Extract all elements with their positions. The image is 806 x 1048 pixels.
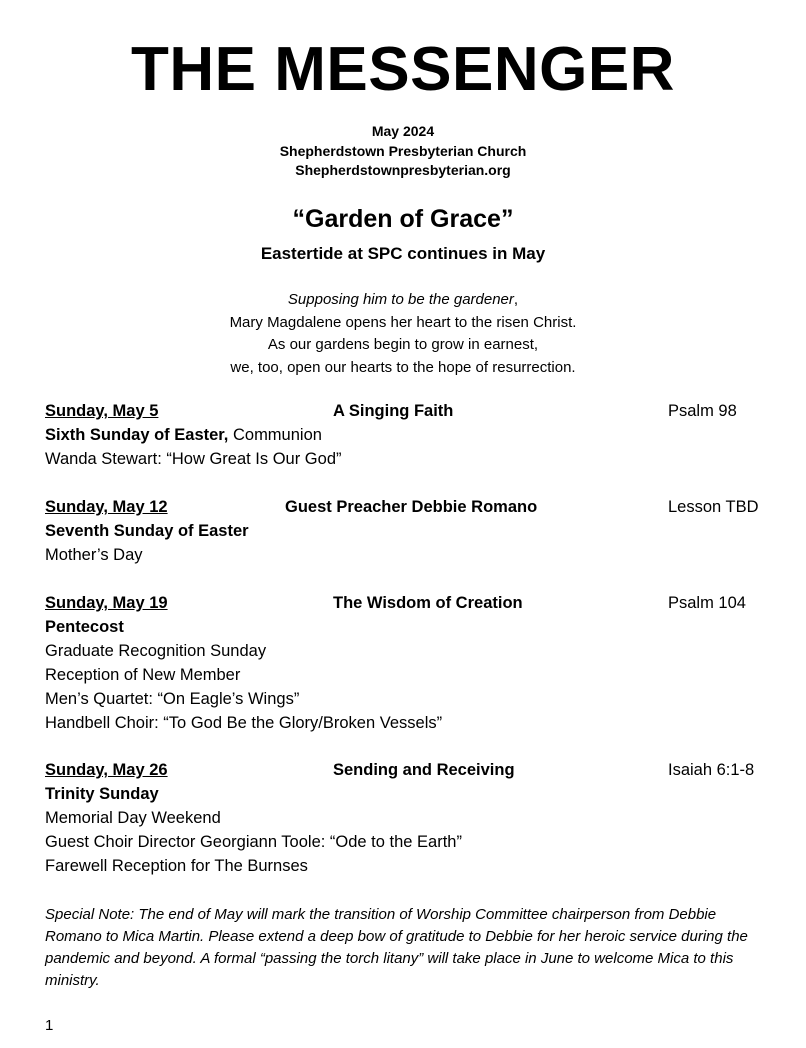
poem-italic-phrase: Supposing him to be the gardener xyxy=(287,291,514,308)
occasion-name: Sixth Sunday of Easter, xyxy=(45,426,229,444)
sermon-title: The Wisdom of Creation xyxy=(333,594,523,612)
service-date: Sunday, May 26 xyxy=(45,761,168,779)
service-detail: Guest Choir Director Georgiann Toole: “Ode to the Earth” xyxy=(45,833,462,851)
service-detail: Men’s Quartet: “On Eagle’s Wings” xyxy=(45,690,300,708)
service-may-5 xyxy=(45,399,785,471)
service-date: Sunday, May 5 xyxy=(45,402,159,420)
service-detail: Handbell Choir: “To God Be the Glory/Broken Vessels” xyxy=(45,714,443,732)
service-header-row xyxy=(45,495,785,519)
service-header-row xyxy=(45,399,785,423)
poem-line-3: As our gardens begin to grow in earnest, xyxy=(267,336,539,353)
service-occasion xyxy=(45,423,785,447)
service-detail: Memorial Day Weekend xyxy=(45,809,221,827)
publication-info xyxy=(0,122,806,181)
service-occasion: Trinity Sunday xyxy=(45,785,159,803)
feature-poem xyxy=(0,289,806,379)
poem-line-1 xyxy=(0,289,806,312)
poem-line-2: Mary Magdalene opens her heart to the risen Christ. xyxy=(229,313,577,331)
service-detail: Reception of New Member xyxy=(45,666,241,684)
service-occasion: Seventh Sunday of Easter xyxy=(45,522,249,540)
poem-comma: , xyxy=(513,291,519,308)
masthead-title: THE MESSENGER xyxy=(131,35,675,104)
service-header-row xyxy=(45,591,785,615)
church-website: Shepherdstownpresbyterian.org xyxy=(295,162,511,178)
service-detail: Farewell Reception for The Burnses xyxy=(45,857,308,875)
service-may-19 xyxy=(45,591,785,735)
poem-line-4: we, too, open our hearts to the hope of resurrection. xyxy=(230,358,576,376)
scripture-reference: Psalm 98 xyxy=(668,402,737,420)
scripture-reference: Psalm 104 xyxy=(668,594,746,612)
service-may-12 xyxy=(45,495,785,567)
sermon-title: Sending and Receiving xyxy=(333,761,515,779)
service-detail: Mother’s Day xyxy=(45,546,143,564)
service-date: Sunday, May 19 xyxy=(45,594,168,612)
feature-title: “Garden of Grace” xyxy=(292,205,514,233)
service-may-26 xyxy=(45,758,785,878)
service-detail: Wanda Stewart: “How Great Is Our God” xyxy=(45,450,342,468)
feature-subtitle: Eastertide at SPC continues in May xyxy=(260,244,546,263)
service-header-row xyxy=(45,758,785,782)
page-number: 1 xyxy=(45,1017,54,1034)
sermon-title: A Singing Faith xyxy=(333,402,454,420)
service-occasion: Pentecost xyxy=(45,618,124,636)
service-detail: Graduate Recognition Sunday xyxy=(45,642,267,660)
special-note: Special Note: The end of May will mark the transition of Worship Committee chairperson from Debbie Romano to Mica Martin. Please extend a deep bow of gratitude to Debbie for her heroic service during the pandemic and beyond. A formal “passing the torch litany” will take place in June to welcome Mica to this ministry. xyxy=(45,906,748,989)
issue-date: May 2024 xyxy=(371,123,435,139)
scripture-reference: Isaiah 6:1-8 xyxy=(668,761,755,779)
scripture-reference: Lesson TBD xyxy=(668,498,759,516)
church-name: Shepherdstown Presbyterian Church xyxy=(279,142,527,159)
service-date: Sunday, May 12 xyxy=(45,498,168,516)
sermon-title: Guest Preacher Debbie Romano xyxy=(285,498,538,516)
occasion-suffix: Communion xyxy=(228,426,322,444)
